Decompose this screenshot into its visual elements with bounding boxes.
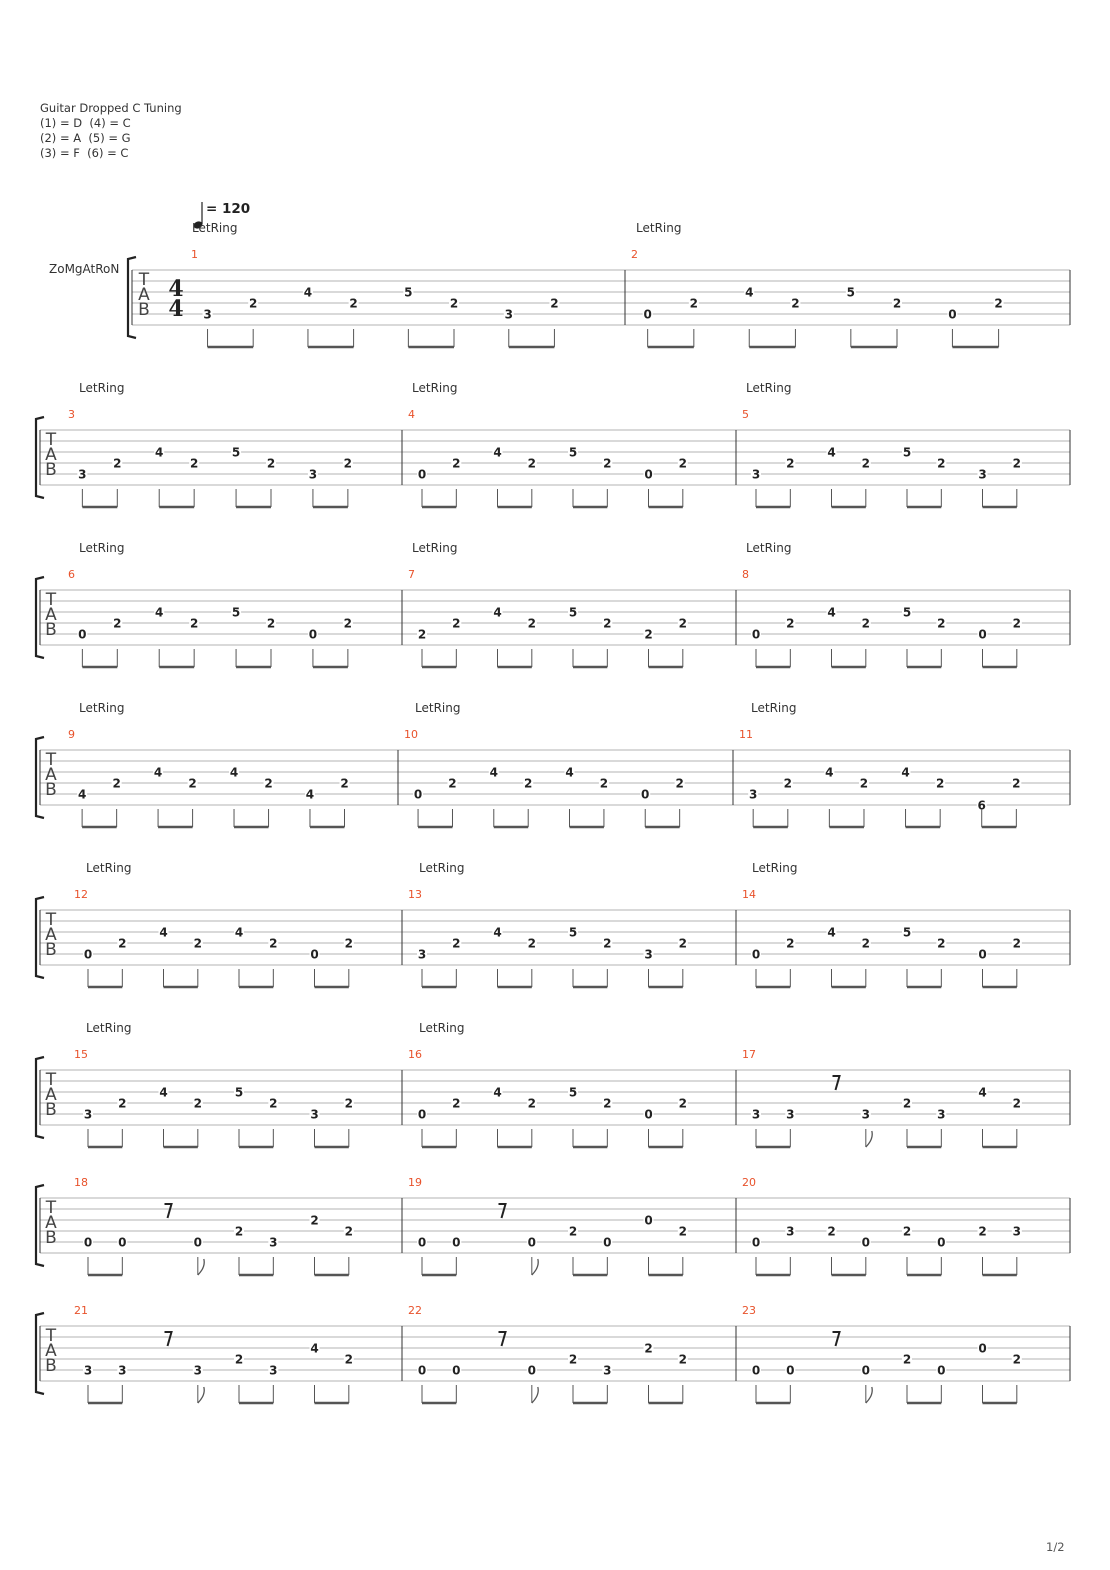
fret-number: 2 [249,296,258,311]
fret-number: 0 [310,947,319,962]
fret-number: 3 [203,307,212,322]
fret-number: 2 [994,296,1003,311]
tab-clef-letter: A [138,285,150,305]
fret-number: 0 [751,1235,761,1250]
fret-number: 0 [644,467,653,482]
fret-number: 2 [783,776,792,791]
fret-number: 3 [786,1224,795,1239]
let-ring-label: LetRing [415,701,461,715]
fret-number: 2 [827,1224,836,1239]
fret-number: 3 [603,1363,612,1378]
fret-number: 4 [745,285,754,300]
fret-number: 0 [937,1363,946,1378]
fret-number: 3 [861,1107,870,1122]
tuning-line: (1) = D (4) = C [40,116,131,130]
fret-number: 0 [978,947,987,962]
measure-number: 16 [408,1048,422,1061]
fret-number: 0 [527,1235,536,1250]
eighth-rest-icon [833,1076,840,1090]
fret-number: 4 [493,445,502,460]
fret-number: 3 [786,1107,795,1122]
tuning-line: (2) = A (5) = G [40,131,131,145]
fret-number: 2 [527,616,536,631]
fret-number: 0 [193,1235,202,1250]
fret-number: 2 [644,627,653,642]
fret-number: 2 [343,456,353,471]
fret-number: 5 [568,1085,578,1100]
fret-number: 4 [825,765,834,780]
fret-number: 0 [452,1363,461,1378]
fret-number: 0 [417,1107,427,1122]
fret-number: 2 [452,456,461,471]
fret-number: 0 [644,1107,653,1122]
fret-number: 5 [846,285,856,300]
tab-clef-letter: A [45,765,57,785]
fret-number: 3 [748,787,758,802]
fret-number: 5 [902,925,912,940]
let-ring-label: LetRing [636,221,682,235]
fret-number: 5 [231,445,241,460]
fret-number: 2 [344,1352,353,1367]
let-ring-label: LetRing [746,381,792,395]
fret-number: 5 [568,445,578,460]
fret-number: 2 [786,616,795,631]
fret-number: 2 [266,456,276,471]
fret-number: 3 [417,947,427,962]
fret-number: 4 [565,765,574,780]
fret-number: 2 [937,936,946,951]
measure-number: 11 [739,728,753,741]
fret-number: 5 [902,605,912,620]
fret-number: 0 [937,1235,946,1250]
fret-number: 2 [449,296,459,311]
fret-number: 0 [413,787,423,802]
note-flag [532,1387,538,1403]
fret-number: 4 [155,605,164,620]
fret-number: 4 [493,925,502,940]
measure-number: 20 [742,1176,756,1189]
tab-clef-letter: B [45,780,57,800]
fret-number: 4 [827,605,836,620]
eighth-rest-icon [833,1332,840,1346]
fret-number: 4 [303,285,313,300]
tempo-value: = 120 [206,201,251,217]
fret-number: 0 [751,947,761,962]
fret-number: 2 [678,1096,687,1111]
fret-number: 2 [527,936,536,951]
fret-number: 2 [678,1352,687,1367]
fret-number: 0 [948,307,957,322]
let-ring-label: LetRing [192,221,238,235]
eighth-rest-icon [499,1332,506,1346]
measure-number: 5 [742,408,749,421]
fret-number: 2 [678,936,687,951]
tab-clef-letter: T [45,910,57,930]
fret-number: 0 [861,1363,870,1378]
tuning-line: (3) = F (6) = C [40,146,129,160]
measure-number: 14 [742,888,756,901]
fret-number: 0 [751,627,761,642]
fret-number: 2 [118,936,127,951]
fret-number: 3 [310,1107,319,1122]
fret-number: 2 [527,456,536,471]
fret-number: 2 [113,456,122,471]
fret-number: 2 [678,1224,687,1239]
tab-clef-letter: A [45,1085,57,1105]
tab-clef-letter: T [45,1326,57,1346]
fret-number: 2 [599,776,609,791]
fret-number: 2 [344,1096,353,1111]
tab-clef-letter: B [45,620,57,640]
fret-number: 0 [603,1235,612,1250]
tab-clef-letter: T [45,430,57,450]
fret-number: 4 [229,765,239,780]
let-ring-label: LetRing [751,701,797,715]
fret-number: 4 [159,1085,168,1100]
note-flag [866,1387,872,1403]
tab-clef-letter: A [45,445,57,465]
measure-number: 17 [742,1048,756,1061]
fret-number: 5 [234,1085,244,1100]
fret-number: 5 [568,605,578,620]
tab-clef-letter: A [45,1341,57,1361]
fret-number: 0 [308,627,318,642]
fret-number: 2 [524,776,533,791]
fret-number: 2 [935,776,945,791]
fret-number: 4 [77,787,87,802]
tab-clef-letter: B [45,1228,57,1248]
let-ring-label: LetRing [752,861,798,875]
tab-clef-letter: T [45,1070,57,1090]
fret-number: 2 [568,1224,578,1239]
let-ring-label: LetRing [79,541,125,555]
fret-number: 2 [603,456,612,471]
fret-number: 3 [83,1107,93,1122]
measure-number: 15 [74,1048,88,1061]
fret-number: 2 [603,616,612,631]
fret-number: 2 [937,456,946,471]
fret-number: 2 [902,1224,912,1239]
tab-clef-letter: B [138,300,150,320]
fret-number: 0 [861,1235,870,1250]
note-flag [198,1259,204,1275]
note-flag [198,1387,204,1403]
fret-number: 4 [489,765,498,780]
fret-number: 0 [417,1363,427,1378]
fret-number: 5 [568,925,578,940]
fret-number: 2 [861,616,870,631]
fret-number: 2 [452,616,461,631]
let-ring-label: LetRing [79,701,125,715]
fret-number: 4 [493,605,502,620]
measure-number: 3 [68,408,75,421]
fret-number: 0 [452,1235,461,1250]
time-signature-numerator: 4 [168,276,184,302]
fret-number: 2 [675,776,684,791]
fret-number: 3 [83,1363,93,1378]
fret-number: 3 [937,1107,946,1122]
tab-clef-letter: T [45,590,57,610]
let-ring-label: LetRing [412,541,458,555]
time-signature-denominator: 4 [168,296,184,322]
fret-number: 3 [118,1363,127,1378]
fret-number: 3 [269,1363,278,1378]
fret-number: 0 [786,1363,795,1378]
fret-number: 3 [78,467,87,482]
fret-number: 2 [448,776,457,791]
tab-clef-letter: B [45,1100,57,1120]
fret-number: 4 [153,765,163,780]
measure-number: 9 [68,728,75,741]
fret-number: 2 [861,936,870,951]
eighth-rest-icon [165,1332,172,1346]
fret-number: 2 [234,1352,244,1367]
fret-number: 3 [504,307,513,322]
fret-number: 4 [310,1341,319,1356]
fret-number: 0 [978,627,987,642]
fret-number: 2 [269,936,278,951]
fret-number: 2 [264,776,273,791]
tuning-title: Guitar Dropped C Tuning [40,101,182,115]
fret-number: 2 [310,1213,319,1228]
fret-number: 3 [751,467,761,482]
fret-number: 4 [159,925,168,940]
tab-clef-letter: T [138,270,150,290]
tab-clef-letter: A [45,925,57,945]
let-ring-label: LetRing [419,1021,465,1035]
fret-number: 2 [1012,1352,1021,1367]
fret-number: 0 [641,787,650,802]
fret-number: 2 [266,616,276,631]
measure-number: 2 [631,248,638,261]
fret-number: 0 [83,947,93,962]
fret-number: 4 [305,787,315,802]
fret-number: 2 [791,296,800,311]
fret-number: 2 [603,1096,612,1111]
fret-number: 2 [1012,616,1021,631]
fret-number: 2 [188,776,197,791]
fret-number: 0 [118,1235,127,1250]
page-number: 1/2 [1046,1540,1065,1554]
fret-number: 0 [978,1341,987,1356]
let-ring-label: LetRing [419,861,465,875]
eighth-rest-icon [165,1204,172,1218]
note-flag [532,1259,538,1275]
fret-number: 2 [786,936,795,951]
tab-clef-letter: B [45,460,57,480]
fret-number: 2 [568,1352,578,1367]
measure-number: 6 [68,568,75,581]
fret-number: 2 [902,1352,912,1367]
fret-number: 5 [231,605,241,620]
fret-number: 2 [234,1224,244,1239]
fret-number: 0 [751,1363,761,1378]
fret-number: 2 [644,1341,653,1356]
fret-number: 3 [269,1235,278,1250]
fret-number: 2 [603,936,612,951]
fret-number: 2 [978,1224,987,1239]
fret-number: 2 [1012,776,1021,791]
fret-number: 5 [404,285,413,300]
fret-number: 6 [977,798,986,813]
fret-number: 2 [892,296,902,311]
fret-number: 3 [193,1363,202,1378]
fret-number: 4 [493,1085,502,1100]
fret-number: 2 [1012,1096,1021,1111]
fret-number: 3 [978,467,987,482]
fret-number: 2 [340,776,349,791]
eighth-rest-icon [499,1204,506,1218]
let-ring-label: LetRing [86,1021,132,1035]
fret-number: 2 [786,456,795,471]
measure-number: 4 [408,408,415,421]
fret-number: 2 [193,1096,202,1111]
fret-number: 3 [308,467,318,482]
fret-number: 4 [827,445,836,460]
fret-number: 2 [112,776,121,791]
fret-number: 4 [901,765,910,780]
fret-number: 2 [113,616,122,631]
note-flag [866,1131,872,1147]
fret-number: 4 [827,925,836,940]
fret-number: 4 [234,925,244,940]
fret-number: 2 [1012,936,1021,951]
fret-number: 3 [751,1107,761,1122]
tab-clef-letter: A [45,1213,57,1233]
let-ring-label: LetRing [79,381,125,395]
fret-number: 2 [344,936,353,951]
measure-number: 18 [74,1176,88,1189]
fret-number: 2 [902,1096,912,1111]
fret-number: 2 [189,456,199,471]
measure-number: 22 [408,1304,422,1317]
fret-number: 2 [550,296,559,311]
measure-number: 7 [408,568,415,581]
fret-number: 2 [452,1096,461,1111]
let-ring-label: LetRing [86,861,132,875]
measure-number: 12 [74,888,88,901]
fret-number: 2 [193,936,202,951]
fret-number: 2 [349,296,358,311]
fret-number: 2 [527,1096,536,1111]
fret-number: 3 [644,947,653,962]
fret-number: 0 [83,1235,93,1250]
tab-clef-letter: A [45,605,57,625]
fret-number: 0 [417,1235,427,1250]
fret-number: 2 [1012,456,1021,471]
fret-number: 2 [189,616,199,631]
fret-number: 0 [417,467,427,482]
measure-number: 8 [742,568,749,581]
fret-number: 2 [452,936,461,951]
tab-clef-letter: T [45,750,57,770]
fret-number: 5 [902,445,912,460]
fret-number: 2 [678,616,687,631]
let-ring-label: LetRing [412,381,458,395]
measure-number: 10 [404,728,418,741]
fret-number: 2 [859,776,869,791]
fret-number: 2 [343,616,353,631]
fret-number: 2 [937,616,946,631]
fret-number: 2 [689,296,699,311]
measure-number: 13 [408,888,422,901]
fret-number: 2 [417,627,427,642]
tab-clef-letter: B [45,940,57,960]
fret-number: 2 [269,1096,278,1111]
measure-number: 1 [191,248,198,261]
fret-number: 3 [1012,1224,1021,1239]
fret-number: 4 [155,445,164,460]
measure-number: 19 [408,1176,422,1189]
tab-clef-letter: T [45,1198,57,1218]
fret-number: 4 [978,1085,987,1100]
let-ring-label: LetRing [746,541,792,555]
tab-clef-letter: B [45,1356,57,1376]
fret-number: 0 [78,627,87,642]
fret-number: 0 [643,307,652,322]
measure-number: 23 [742,1304,756,1317]
fret-number: 0 [527,1363,536,1378]
fret-number: 2 [118,1096,127,1111]
fret-number: 2 [344,1224,353,1239]
fret-number: 2 [678,456,687,471]
fret-number: 0 [644,1213,653,1228]
fret-number: 2 [861,456,870,471]
measure-number: 21 [74,1304,88,1317]
track-name: ZoMgAtRoN [49,262,120,276]
